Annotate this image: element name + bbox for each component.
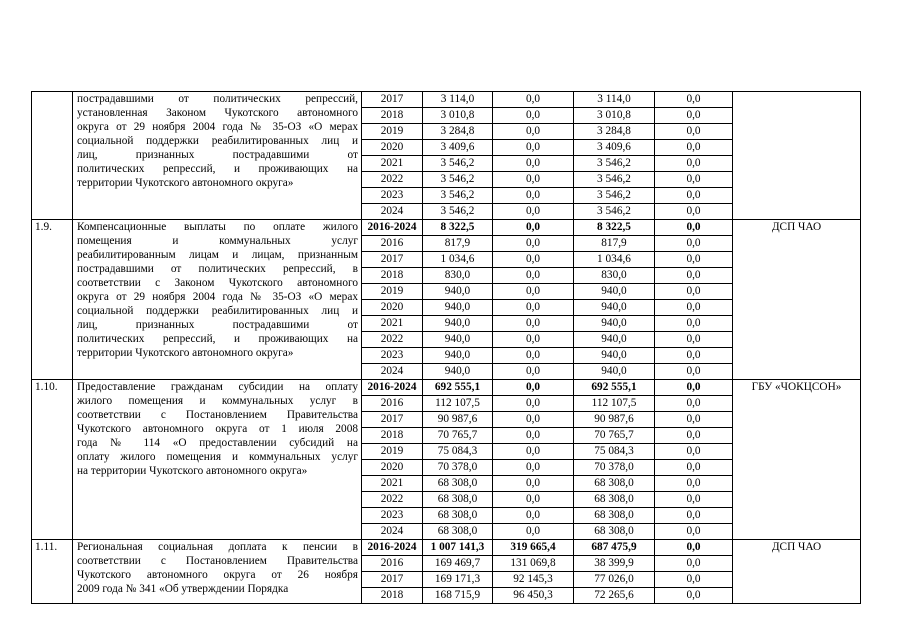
other-sources-cell: 0,0 [655,300,733,316]
other-sources-cell: 0,0 [655,476,733,492]
district-budget-cell: 75 084,3 [574,444,655,460]
description-line: социальной поддержки реабилитированных лиц и [77,305,358,317]
other-sources-cell: 0,0 [655,108,733,124]
description-line: пострадавшими от политических репрессий, в [77,263,358,275]
item-number-cell [32,92,73,220]
district-budget-cell: 940,0 [574,300,655,316]
year-cell: 2019 [362,444,423,460]
total-amount-cell: 68 308,0 [423,492,493,508]
other-sources-cell: 0,0 [655,220,733,236]
description-line: Компенсационные выплаты по оплате жилого [77,221,358,233]
other-sources-cell: 0,0 [655,572,733,588]
description-line: года № 114 «О предоставлении субсидий на [77,437,358,449]
year-cell: 2020 [362,140,423,156]
total-amount-cell: 692 555,1 [423,380,493,396]
year-cell: 2020 [362,460,423,476]
other-sources-cell: 0,0 [655,556,733,572]
district-budget-cell: 68 308,0 [574,492,655,508]
district-budget-cell: 77 026,0 [574,572,655,588]
other-sources-cell: 0,0 [655,188,733,204]
federal-budget-cell: 0,0 [493,92,574,108]
district-budget-cell: 70 765,7 [574,428,655,444]
table-row [32,220,861,236]
district-budget-cell: 70 378,0 [574,460,655,476]
description-line: оплату жилого помещения и коммунальных услуг [77,451,358,463]
year-cell: 2017 [362,572,423,588]
federal-budget-cell: 0,0 [493,524,574,540]
year-cell: 2016 [362,236,423,252]
measure-description-cell [73,540,362,604]
year-cell: 2018 [362,428,423,444]
district-budget-cell: 817,9 [574,236,655,252]
year-cell: 2016-2024 [362,220,423,236]
year-cell: 2019 [362,284,423,300]
federal-budget-cell: 0,0 [493,380,574,396]
district-budget-cell: 3 284,8 [574,124,655,140]
district-budget-cell: 90 987,6 [574,412,655,428]
federal-budget-cell: 0,0 [493,348,574,364]
other-sources-cell: 0,0 [655,252,733,268]
federal-budget-cell: 0,0 [493,460,574,476]
other-sources-cell: 0,0 [655,428,733,444]
total-amount-cell: 169 171,3 [423,572,493,588]
total-amount-cell: 8 322,5 [423,220,493,236]
district-budget-cell: 3 546,2 [574,188,655,204]
other-sources-cell: 0,0 [655,412,733,428]
federal-budget-cell: 0,0 [493,236,574,252]
total-amount-cell: 3 546,2 [423,172,493,188]
other-sources-cell: 0,0 [655,316,733,332]
other-sources-cell: 0,0 [655,156,733,172]
measure-description-cell [73,92,362,220]
description-line: Региональная социальная доплата к пенсии в [77,541,358,553]
district-budget-cell: 38 399,9 [574,556,655,572]
district-budget-cell: 68 308,0 [574,476,655,492]
district-budget-cell: 3 010,8 [574,108,655,124]
federal-budget-cell: 0,0 [493,492,574,508]
district-budget-cell: 3 114,0 [574,92,655,108]
year-cell: 2023 [362,188,423,204]
total-amount-cell: 940,0 [423,284,493,300]
federal-budget-cell: 0,0 [493,428,574,444]
federal-budget-cell: 96 450,3 [493,588,574,604]
year-cell: 2022 [362,172,423,188]
federal-budget-cell: 0,0 [493,412,574,428]
district-budget-cell: 68 308,0 [574,524,655,540]
other-sources-cell: 0,0 [655,172,733,188]
federal-budget-cell: 0,0 [493,300,574,316]
district-budget-cell: 940,0 [574,364,655,380]
federal-budget-cell: 0,0 [493,508,574,524]
total-amount-cell: 3 284,8 [423,124,493,140]
federal-budget-cell: 92 145,3 [493,572,574,588]
year-cell: 2024 [362,524,423,540]
federal-budget-cell: 0,0 [493,476,574,492]
other-sources-cell: 0,0 [655,380,733,396]
federal-budget-cell: 0,0 [493,252,574,268]
federal-budget-cell: 0,0 [493,268,574,284]
district-budget-cell: 940,0 [574,332,655,348]
total-amount-cell: 70 378,0 [423,460,493,476]
description-line: на территории Чукотского автономного округа» [77,465,308,477]
federal-budget-cell: 0,0 [493,444,574,460]
year-cell: 2017 [362,412,423,428]
other-sources-cell: 0,0 [655,124,733,140]
year-cell: 2019 [362,124,423,140]
description-line: реабилитированным лицам и лицам, признанным [77,249,358,261]
district-budget-cell: 3 546,2 [574,156,655,172]
total-amount-cell: 817,9 [423,236,493,252]
description-line: территории Чукотского автономного округа» [77,347,294,359]
total-amount-cell: 112 107,5 [423,396,493,412]
total-amount-cell: 3 546,2 [423,156,493,172]
federal-budget-cell: 0,0 [493,124,574,140]
document-page [31,91,861,604]
executor-cell: ГБУ «ЧОКЦСОН» [733,380,861,540]
total-amount-cell: 169 469,7 [423,556,493,572]
other-sources-cell: 0,0 [655,396,733,412]
total-amount-cell: 940,0 [423,332,493,348]
federal-budget-cell: 0,0 [493,204,574,220]
district-budget-cell: 940,0 [574,348,655,364]
total-amount-cell: 75 084,3 [423,444,493,460]
district-budget-cell: 3 409,6 [574,140,655,156]
year-cell: 2021 [362,156,423,172]
total-amount-cell: 68 308,0 [423,524,493,540]
district-budget-cell: 72 265,6 [574,588,655,604]
executor-cell [733,92,861,220]
total-amount-cell: 940,0 [423,316,493,332]
year-cell: 2024 [362,204,423,220]
other-sources-cell: 0,0 [655,492,733,508]
description-line: округа от 29 ноября 2004 года № 35-ОЗ «О мерах [77,121,358,133]
other-sources-cell: 0,0 [655,204,733,220]
other-sources-cell: 0,0 [655,268,733,284]
other-sources-cell: 0,0 [655,588,733,604]
year-cell: 2023 [362,508,423,524]
other-sources-cell: 0,0 [655,140,733,156]
program-funding-table [31,91,861,604]
district-budget-cell: 687 475,9 [574,540,655,556]
year-cell: 2018 [362,108,423,124]
federal-budget-cell: 0,0 [493,172,574,188]
other-sources-cell: 0,0 [655,540,733,556]
year-cell: 2016 [362,556,423,572]
item-number-cell: 1.10. [32,380,73,540]
description-line: политических репрессий, и проживающих на [77,333,358,345]
table-row [32,92,861,108]
other-sources-cell: 0,0 [655,236,733,252]
description-line: установленная Законом Чукотского автономного [77,107,358,119]
total-amount-cell: 3 546,2 [423,188,493,204]
district-budget-cell: 3 546,2 [574,204,655,220]
description-line: помещения и коммунальных услуг [77,235,358,247]
total-amount-cell: 1 034,6 [423,252,493,268]
other-sources-cell: 0,0 [655,332,733,348]
description-line: соответствии с Постановлением Правительства [77,555,358,567]
year-cell: 2022 [362,492,423,508]
total-amount-cell: 940,0 [423,364,493,380]
other-sources-cell: 0,0 [655,444,733,460]
other-sources-cell: 0,0 [655,460,733,476]
federal-budget-cell: 319 665,4 [493,540,574,556]
other-sources-cell: 0,0 [655,364,733,380]
table-row [32,540,861,556]
federal-budget-cell: 0,0 [493,220,574,236]
other-sources-cell: 0,0 [655,508,733,524]
district-budget-cell: 830,0 [574,268,655,284]
total-amount-cell: 3 010,8 [423,108,493,124]
year-cell: 2020 [362,300,423,316]
measure-description-cell [73,380,362,540]
total-amount-cell: 3 409,6 [423,140,493,156]
description-line: Предоставление гражданам субсидии на оплату [77,381,358,393]
other-sources-cell: 0,0 [655,348,733,364]
total-amount-cell: 940,0 [423,348,493,364]
description-line: политических репрессий, и проживающих на [77,163,358,175]
district-budget-cell: 68 308,0 [574,508,655,524]
district-budget-cell: 3 546,2 [574,172,655,188]
description-line: территории Чукотского автономного округа» [77,177,294,189]
year-cell: 2017 [362,92,423,108]
total-amount-cell: 70 765,7 [423,428,493,444]
description-line: соответствии с Законом Чукотского автономного [77,277,358,289]
description-line: пострадавшими от политических репрессий, [77,93,358,105]
total-amount-cell: 3 546,2 [423,204,493,220]
federal-budget-cell: 0,0 [493,396,574,412]
year-cell: 2017 [362,252,423,268]
description-line: Чукотского автономного округа от 1 июля 2008 [77,423,358,435]
district-budget-cell: 112 107,5 [574,396,655,412]
item-number-cell: 1.9. [32,220,73,380]
table-row [32,380,861,396]
year-cell: 2016 [362,396,423,412]
other-sources-cell: 0,0 [655,524,733,540]
federal-budget-cell: 0,0 [493,108,574,124]
district-budget-cell: 1 034,6 [574,252,655,268]
year-cell: 2021 [362,316,423,332]
year-cell: 2016-2024 [362,540,423,556]
year-cell: 2016-2024 [362,380,423,396]
description-line: соответствии с Постановлением Правительства [77,409,358,421]
table-body [32,92,861,604]
executor-cell: ДСП ЧАО [733,540,861,604]
item-number-cell: 1.11. [32,540,73,604]
description-line: округа от 29 ноября 2004 года № 35-ОЗ «О мерах [77,291,358,303]
district-budget-cell: 692 555,1 [574,380,655,396]
executor-cell: ДСП ЧАО [733,220,861,380]
total-amount-cell: 168 715,9 [423,588,493,604]
federal-budget-cell: 0,0 [493,140,574,156]
year-cell: 2023 [362,348,423,364]
federal-budget-cell: 0,0 [493,284,574,300]
total-amount-cell: 68 308,0 [423,476,493,492]
description-line: лиц, признанных пострадавшими от [77,319,358,331]
total-amount-cell: 68 308,0 [423,508,493,524]
other-sources-cell: 0,0 [655,284,733,300]
description-line: лиц, признанных пострадавшими от [77,149,358,161]
federal-budget-cell: 131 069,8 [493,556,574,572]
district-budget-cell: 940,0 [574,284,655,300]
other-sources-cell: 0,0 [655,92,733,108]
total-amount-cell: 940,0 [423,300,493,316]
federal-budget-cell: 0,0 [493,316,574,332]
district-budget-cell: 8 322,5 [574,220,655,236]
district-budget-cell: 940,0 [574,316,655,332]
total-amount-cell: 1 007 141,3 [423,540,493,556]
description-line: Чукотского автономного округа от 26 ноября [77,569,358,581]
federal-budget-cell: 0,0 [493,364,574,380]
year-cell: 2018 [362,588,423,604]
year-cell: 2021 [362,476,423,492]
year-cell: 2018 [362,268,423,284]
measure-description-cell [73,220,362,380]
federal-budget-cell: 0,0 [493,332,574,348]
federal-budget-cell: 0,0 [493,156,574,172]
total-amount-cell: 90 987,6 [423,412,493,428]
year-cell: 2022 [362,332,423,348]
description-line: жилого помещения и коммунальных услуг в [77,395,358,407]
year-cell: 2024 [362,364,423,380]
description-line: социальной поддержки реабилитированных лиц и [77,135,358,147]
total-amount-cell: 830,0 [423,268,493,284]
total-amount-cell: 3 114,0 [423,92,493,108]
federal-budget-cell: 0,0 [493,188,574,204]
description-line: 2009 года № 341 «Об утверждении Порядка [77,583,289,595]
